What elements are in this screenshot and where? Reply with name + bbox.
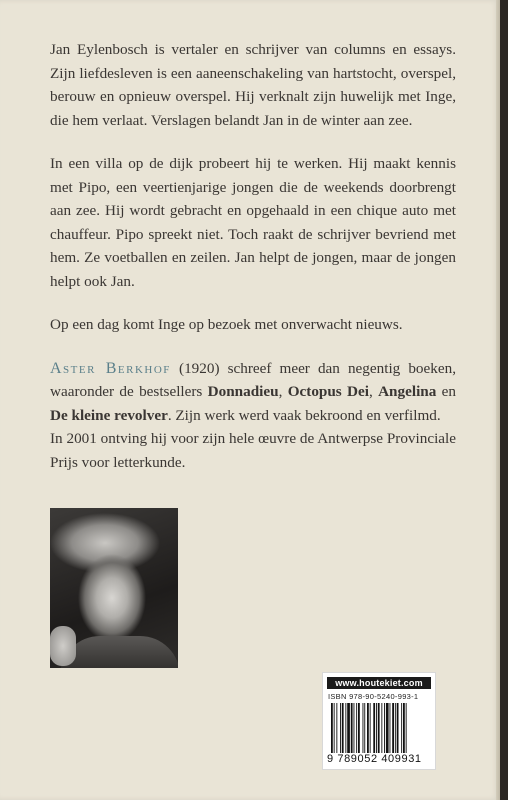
barcode-label bbox=[322, 672, 436, 770]
barcode-bars bbox=[329, 703, 429, 755]
barcode-bar bbox=[342, 703, 344, 753]
author-photo bbox=[50, 508, 178, 668]
bio-text-1: (1920) schreef meer dan negentig boeken, waaronder de bestsellers bbox=[50, 359, 456, 400]
barcode-bar bbox=[376, 703, 377, 753]
barcode-bar bbox=[370, 703, 371, 753]
barcode-bar bbox=[386, 703, 389, 753]
bio-separator-1: , bbox=[278, 383, 288, 400]
barcode-bar bbox=[347, 703, 350, 753]
barcode-bar bbox=[395, 703, 396, 753]
photo-hand bbox=[50, 626, 76, 666]
blurb-paragraph-1: Jan Eylenbosch is vertaler en schrijver van columns en essays. Zijn liefdesleven is een aaneenschakeling van hartstocht, overspel, berouw en opnieuw overspel. Hij verknalt zijn huwelijk met Inge, die hem verlaat. Verslagen belandt Jan in de winter aan zee. bbox=[50, 41, 456, 129]
barcode-bar bbox=[390, 703, 391, 753]
publisher-url: www.houtekiet.com bbox=[327, 677, 431, 689]
book-title-de-kleine-revolver: De kleine revolver bbox=[50, 406, 168, 424]
bio-text-2: . Zijn werk werd vaak bekroond en verfilmd. bbox=[167, 406, 441, 424]
barcode-bar bbox=[363, 703, 364, 753]
blurb-paragraph-2: In een villa op de dijk probeert hij te werken. Hij maakt kennis met Pipo, een veertienjarige jongen die de weekends doorbrengt aan zee. Hij wordt gebracht en opgehaald in een chique auto met chauffeur. Pipo spreekt niet. Toch raakt de schrijver bevriend met hem. Ze voetballen en zeilen. Jan helpt de jongen, maar de jongen helpt ook Jan. bbox=[50, 155, 456, 290]
barcode-bar bbox=[397, 703, 399, 753]
bio-paragraph-2: In 2001 ontving hij voor zijn hele œuvre de Antwerpse Provinciale Prijs voor letterkunde. bbox=[50, 430, 456, 471]
barcode-bar bbox=[334, 703, 335, 753]
barcode-bar bbox=[364, 703, 365, 753]
ean-digits: 9 789052 409931 bbox=[327, 753, 422, 765]
barcode-bar bbox=[354, 703, 355, 753]
barcode-bar bbox=[381, 703, 382, 753]
barcode-bar bbox=[351, 703, 353, 753]
barcode-bar bbox=[392, 703, 394, 753]
book-title-donnadieu: Donnadieu bbox=[207, 383, 279, 400]
barcode-bar bbox=[373, 703, 375, 753]
author-bio bbox=[50, 357, 456, 475]
blurb-text bbox=[50, 38, 456, 474]
isbn-text: ISBN 978-90-5240-993-1 bbox=[328, 692, 419, 701]
barcode-bar bbox=[331, 703, 333, 753]
bio-paragraph-1 bbox=[50, 357, 456, 428]
book-title-angelina: Angelina bbox=[378, 383, 437, 400]
barcode-bar bbox=[358, 703, 360, 753]
barcode-bar bbox=[401, 703, 402, 753]
book-title-octopus-dei: Octopus Dei bbox=[287, 383, 369, 400]
bio-separator-3: en bbox=[436, 383, 456, 400]
barcode-bar bbox=[403, 703, 405, 753]
author-name: Aster Berkhof bbox=[50, 359, 171, 377]
barcode-bar bbox=[340, 703, 341, 753]
binding-edge bbox=[500, 0, 508, 800]
barcode-bar bbox=[336, 703, 337, 753]
barcode-bar bbox=[356, 703, 357, 753]
barcode-bar bbox=[406, 703, 407, 753]
bio-separator-2: , bbox=[368, 383, 379, 400]
blurb-paragraph-3: Op een dag komt Inge op bezoek met onverwacht nieuws. bbox=[50, 316, 403, 333]
barcode-bar bbox=[345, 703, 346, 753]
barcode-bar bbox=[384, 703, 385, 753]
barcode-bar bbox=[378, 703, 380, 753]
barcode-bar bbox=[367, 703, 369, 753]
photo-shoulders bbox=[60, 636, 178, 668]
